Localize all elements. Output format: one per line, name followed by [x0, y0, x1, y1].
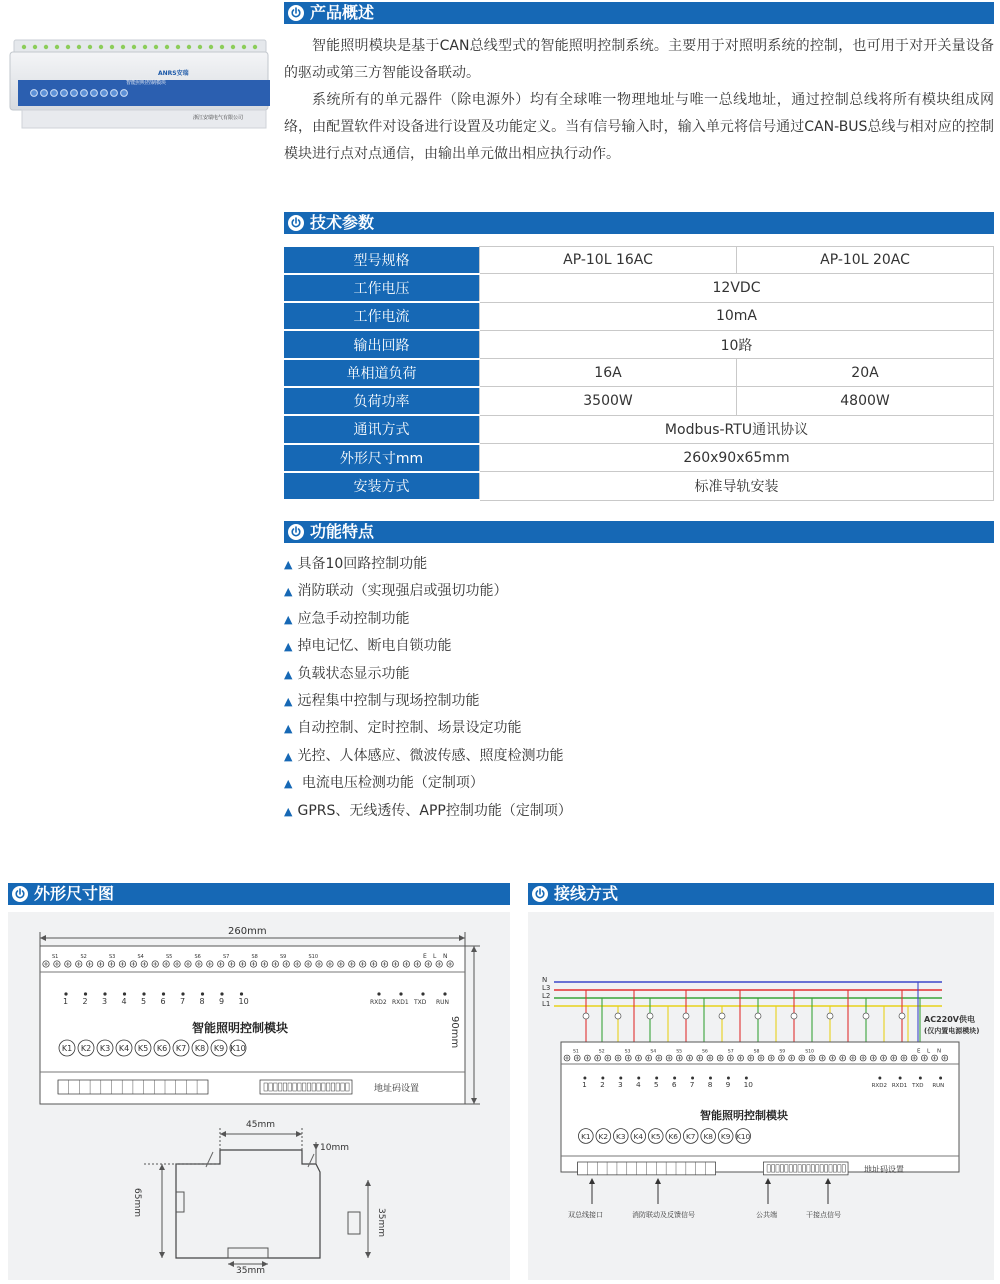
terminal-screw	[253, 45, 257, 49]
triangle-bullet-icon: ▲	[284, 585, 293, 599]
key-label: K4	[118, 1044, 130, 1053]
power-icon	[532, 886, 548, 902]
section-title: 技术参数	[310, 213, 375, 232]
channel-button	[121, 90, 128, 97]
wiring-diagram	[528, 912, 994, 1280]
rail-10-label: 10mm	[320, 1143, 349, 1153]
bottom-label-dry: 干接点信号	[806, 1211, 841, 1219]
key-label: K1	[61, 1044, 73, 1053]
bottom-label-common: 公共端	[756, 1211, 777, 1219]
lamp-symbol	[755, 1013, 761, 1019]
channel-led	[745, 1077, 748, 1080]
key-label: K1	[581, 1131, 591, 1141]
power-icon	[288, 524, 304, 540]
triangle-bullet-icon: ▲	[284, 777, 293, 791]
channel-number: 6	[160, 997, 166, 1006]
switch-label: S10	[805, 1049, 814, 1055]
channel-led	[142, 992, 145, 995]
list-item	[284, 715, 572, 742]
spec-label: 安装方式	[284, 472, 480, 500]
terminal-screw	[176, 45, 180, 49]
feature-text: 负载状态显示功能	[297, 665, 410, 682]
terminal-screw	[209, 45, 213, 49]
spec-label: 型号规格	[284, 247, 480, 274]
status-label: RXD2	[871, 1083, 887, 1090]
terminal-screw	[44, 45, 48, 49]
key-label: K8	[703, 1131, 713, 1141]
channel-number: 4	[635, 1080, 641, 1090]
list-item	[284, 770, 572, 797]
wiring-panel	[528, 912, 994, 1280]
overview-paragraph-2: 系统所有的单元器件（除电源外）均有全球唯一物理地址与唯一总线地址，通过控制总线将所有模块组成网络，由配置软件对设备进行设置及功能定义。当有信号输入时，输入单元将信号通过CAN-BUS总线与相对应的控制模块进行点对点通信，由输出单元做出相应执行动作。	[284, 92, 994, 162]
channel-number: 9	[725, 1080, 731, 1090]
channel-number: 2	[82, 997, 88, 1006]
key-label: K3	[616, 1131, 626, 1141]
section-header-features	[284, 521, 994, 543]
spec-label: 外形尺寸mm	[284, 444, 480, 472]
spec-value: AP-10L 16AC	[480, 247, 737, 274]
channel-led	[727, 1077, 730, 1080]
table-row	[284, 472, 994, 500]
switch-label: S7	[223, 954, 230, 960]
channel-button	[91, 90, 98, 97]
channel-led	[655, 1077, 658, 1080]
channel-button	[51, 90, 58, 97]
eln-label: N	[937, 1048, 942, 1055]
switch-label: S10	[308, 954, 319, 960]
terminal-screw	[88, 45, 92, 49]
terminal-screw	[198, 45, 202, 49]
table-row	[284, 415, 994, 443]
side-35-label: 35mm	[376, 1208, 386, 1237]
eln-label: L	[433, 953, 437, 960]
table-row	[284, 444, 994, 472]
channel-led	[637, 1077, 640, 1080]
channel-number: 8	[707, 1080, 713, 1090]
terminal-screw	[66, 45, 70, 49]
terminal-screw	[220, 45, 224, 49]
switch-label: S7	[727, 1049, 734, 1055]
channel-led	[162, 992, 165, 995]
terminal-screw	[231, 45, 235, 49]
key-label: K5	[137, 1044, 149, 1053]
table-row	[284, 387, 994, 415]
address-label: 地址码设置	[374, 1084, 420, 1094]
terminal-screw	[99, 45, 103, 49]
channel-led	[583, 1077, 586, 1080]
switch-label: S3	[624, 1049, 631, 1055]
channel-number: 2	[600, 1080, 605, 1090]
switch-label: S3	[109, 954, 116, 960]
channel-led	[619, 1077, 622, 1080]
terminal-screw	[187, 45, 191, 49]
channel-button	[101, 90, 108, 97]
lamp-symbol	[899, 1013, 905, 1019]
triangle-bullet-icon: ▲	[284, 722, 293, 736]
section-title: 接线方式	[554, 884, 619, 903]
switch-label: S1	[573, 1049, 579, 1055]
channel-number: 3	[102, 997, 108, 1006]
terminal-screw	[143, 45, 147, 49]
feature-text: GPRS、无线透传、APP控制功能（定制项）	[297, 802, 572, 819]
channel-button	[111, 90, 118, 97]
table-row	[284, 302, 994, 330]
channel-button	[61, 90, 68, 97]
channel-number: 1	[63, 997, 69, 1006]
wiring-module-title: 智能照明控制模块	[700, 1109, 788, 1122]
table-row	[284, 330, 994, 358]
channel-number: 10	[238, 997, 249, 1006]
spec-value: 20A	[737, 359, 994, 387]
channel-button	[81, 90, 88, 97]
spec-label: 单相道负荷	[284, 359, 480, 387]
status-led	[421, 992, 424, 995]
eln-label: L	[927, 1048, 931, 1055]
section-header-params	[284, 212, 994, 234]
feature-text: 具备10回路控制功能	[297, 556, 428, 572]
wiring-address-label: 地址码设置	[864, 1165, 904, 1174]
rail-45-label: 45mm	[246, 1120, 275, 1130]
switch-label: S9	[280, 954, 287, 960]
terminal-screw	[110, 45, 114, 49]
terminal-screw	[242, 45, 246, 49]
table-row	[284, 274, 994, 302]
ac-sub-label: (仅内置电源模块)	[924, 1027, 980, 1035]
key-label: K3	[99, 1044, 111, 1053]
status-label: RXD2	[370, 999, 387, 1006]
switch-label: S1	[52, 954, 59, 960]
list-item	[284, 551, 572, 578]
feature-list	[284, 551, 572, 825]
feature-text: 光控、人体感应、微波传感、照度检测功能	[297, 747, 564, 764]
status-led	[443, 992, 446, 995]
key-label: K9	[213, 1044, 225, 1053]
key-label: K7	[685, 1131, 696, 1141]
switch-label: S4	[650, 1049, 657, 1055]
status-led	[878, 1077, 881, 1080]
lamp-symbol	[647, 1013, 653, 1019]
spec-value: 4800W	[737, 387, 994, 415]
feature-text: 掉电记忆、断电自锁功能	[297, 638, 452, 655]
status-led	[399, 992, 402, 995]
channel-button	[31, 90, 38, 97]
overview-text	[284, 33, 994, 168]
module-title: 智能照明控制模块	[192, 1021, 289, 1035]
switch-label: S8	[251, 954, 258, 960]
status-led	[939, 1077, 942, 1080]
spec-value: Modbus-RTU通讯协议	[480, 415, 994, 443]
switch-label: S2	[598, 1049, 605, 1055]
bottom-label-bus: 双总线接口	[568, 1211, 603, 1219]
ac-label: AC220V供电	[924, 1015, 975, 1024]
feature-text: 远程集中控制与现场控制功能	[297, 692, 480, 709]
spec-label: 工作电压	[284, 274, 480, 302]
power-icon	[288, 5, 304, 21]
list-item	[284, 743, 572, 770]
channel-led	[181, 992, 184, 995]
line-label-n: N	[542, 976, 548, 984]
product-brand: ANRS安瑞	[158, 70, 189, 77]
lamp-symbol	[615, 1013, 621, 1019]
height-label: 90mm	[449, 1016, 460, 1049]
feature-text: 应急手动控制功能	[297, 610, 410, 627]
feature-text: 消防联动（实现强启或强切功能）	[297, 583, 508, 600]
channel-number: 4	[121, 997, 127, 1006]
channel-number: 6	[671, 1080, 677, 1090]
section-header-dimensions	[8, 883, 510, 905]
status-label: RUN	[932, 1083, 945, 1090]
channel-number: 9	[219, 997, 225, 1006]
key-label: K2	[598, 1131, 609, 1141]
key-label: K2	[80, 1044, 92, 1053]
list-item	[284, 798, 572, 825]
product-panel-title: 智能照明控制模块	[126, 80, 167, 86]
channel-led	[240, 992, 243, 995]
product-maker: 浙江安瑞电气有限公司	[193, 115, 244, 121]
triangle-bullet-icon: ▲	[284, 667, 293, 681]
terminal-screw	[55, 45, 59, 49]
channel-number: 7	[689, 1080, 695, 1090]
section-header-wiring	[528, 883, 994, 905]
triangle-bullet-icon: ▲	[284, 612, 293, 626]
switch-label: S5	[676, 1049, 683, 1055]
key-label: K6	[156, 1044, 168, 1053]
bottom-35-label: 35mm	[236, 1266, 265, 1276]
status-label: RUN	[436, 999, 450, 1006]
spec-value: 16A	[480, 359, 737, 387]
channel-number: 10	[743, 1080, 753, 1090]
status-label: TXD	[912, 1083, 924, 1090]
spec-value: 标准导轨安装	[480, 472, 994, 500]
spec-label: 负荷功率	[284, 387, 480, 415]
channel-number: 3	[618, 1080, 623, 1090]
line-label-l3: L3	[542, 984, 551, 992]
spec-value: 260x90x65mm	[480, 444, 994, 472]
overview-paragraph-1: 智能照明模块是基于CAN总线型式的智能照明控制系统。主要用于对照明系统的控制，也可用于对开关量设备的驱动或第三方智能设备联动。	[284, 38, 994, 81]
channel-led	[64, 992, 67, 995]
table-row	[284, 247, 994, 274]
switch-label: S2	[80, 954, 87, 960]
status-label: TXD	[414, 999, 427, 1006]
key-label: K10	[230, 1044, 246, 1053]
list-item	[284, 661, 572, 688]
spec-value: 10mA	[480, 302, 994, 330]
section-title: 产品概述	[310, 3, 375, 22]
status-label: RXD1	[392, 999, 409, 1006]
terminal-screw	[22, 45, 26, 49]
section-title: 外形尺寸图	[34, 884, 115, 903]
dimension-drawing	[8, 912, 510, 1280]
table-row	[284, 359, 994, 387]
spec-value: 12VDC	[480, 274, 994, 302]
list-item	[284, 606, 572, 633]
channel-led	[103, 992, 106, 995]
triangle-bullet-icon: ▲	[284, 749, 293, 763]
key-label: K8	[194, 1044, 206, 1053]
depth-65-label: 65mm	[132, 1188, 142, 1217]
terminal-screw	[165, 45, 169, 49]
spec-label: 通讯方式	[284, 415, 480, 443]
channel-button	[41, 90, 48, 97]
terminal-screw	[121, 45, 125, 49]
feature-text: 电流电压检测功能（定制项）	[297, 775, 484, 792]
switch-label: S4	[137, 954, 144, 960]
channel-number: 5	[653, 1080, 659, 1090]
spec-label: 工作电流	[284, 302, 480, 330]
channel-number: 7	[180, 997, 186, 1006]
triangle-bullet-icon: ▲	[284, 804, 293, 818]
key-label: K7	[175, 1044, 187, 1053]
status-label: RXD1	[891, 1083, 908, 1090]
eln-label: E	[423, 953, 427, 960]
list-item	[284, 633, 572, 660]
section-title: 功能特点	[310, 522, 375, 541]
spec-value: AP-10L 20AC	[737, 247, 994, 274]
triangle-bullet-icon: ▲	[284, 558, 293, 571]
eln-label: N	[443, 953, 448, 960]
channel-led	[691, 1077, 694, 1080]
terminal-screw	[154, 45, 158, 49]
key-label: K9	[720, 1131, 731, 1141]
section-header-overview	[284, 2, 994, 24]
dimension-panel	[8, 912, 510, 1280]
channel-led	[673, 1077, 676, 1080]
feature-text: 自动控制、定时控制、场景设定功能	[297, 720, 522, 737]
status-led	[377, 992, 380, 995]
product-photo	[8, 38, 270, 134]
channel-led	[84, 992, 87, 995]
list-item	[284, 688, 572, 715]
channel-led	[601, 1077, 604, 1080]
status-led	[919, 1077, 922, 1080]
switch-label: S9	[779, 1049, 786, 1055]
channel-number: 5	[141, 997, 147, 1006]
eln-label: E	[917, 1048, 921, 1055]
spec-value: 10路	[480, 330, 994, 358]
terminal-screw	[132, 45, 136, 49]
key-label: K5	[651, 1131, 661, 1141]
lamp-symbol	[683, 1013, 689, 1019]
terminal-screw	[77, 45, 81, 49]
switch-label: S5	[166, 954, 173, 960]
triangle-bullet-icon: ▲	[284, 640, 293, 654]
list-item	[284, 578, 572, 605]
bottom-label-fire: 消防联动及反馈信号	[632, 1211, 695, 1219]
key-label: K4	[633, 1131, 644, 1141]
spec-label: 输出回路	[284, 330, 480, 358]
spec-value: 3500W	[480, 387, 737, 415]
switch-label: S6	[194, 954, 201, 960]
power-icon	[288, 215, 304, 231]
channel-led	[709, 1077, 712, 1080]
key-label: K6	[668, 1131, 678, 1141]
channel-button	[71, 90, 78, 97]
line-label-l2: L2	[542, 992, 551, 1000]
lamp-symbol	[827, 1013, 833, 1019]
channel-number: 8	[199, 997, 205, 1006]
switch-label: S8	[753, 1049, 760, 1055]
spec-table	[284, 246, 994, 501]
key-label: K10	[736, 1131, 751, 1141]
terminal-screw	[33, 45, 37, 49]
channel-led	[123, 992, 126, 995]
width-label: 260mm	[228, 926, 267, 937]
triangle-bullet-icon: ▲	[284, 694, 293, 708]
lamp-symbol	[583, 1013, 589, 1019]
line-label-l1: L1	[542, 1000, 551, 1008]
lamp-symbol	[791, 1013, 797, 1019]
status-led	[899, 1077, 902, 1080]
channel-led	[220, 992, 223, 995]
power-icon	[12, 886, 28, 902]
lamp-symbol	[719, 1013, 725, 1019]
switch-label: S6	[702, 1049, 708, 1055]
channel-led	[201, 992, 204, 995]
lamp-symbol	[863, 1013, 869, 1019]
channel-number: 1	[582, 1080, 587, 1090]
